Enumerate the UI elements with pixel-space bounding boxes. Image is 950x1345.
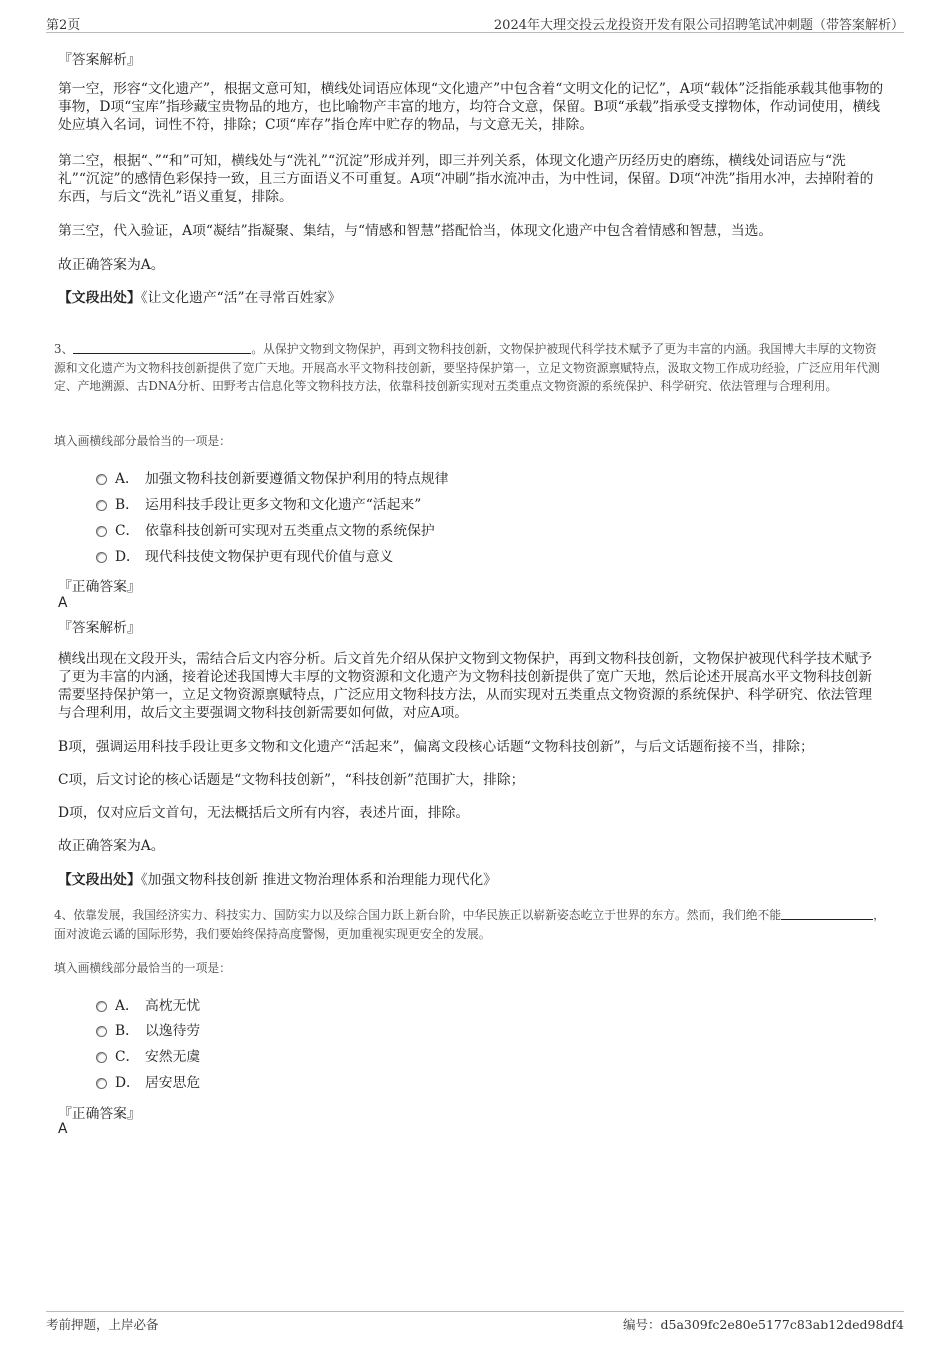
q3-source xyxy=(58,871,884,889)
radio-icon[interactable] xyxy=(96,1026,107,1037)
q3-analysis-p2: B项，强调运用科技手段让更多文物和文化遗产“活起来”，偏离文段核心话题“文物科技创新”，与后文话题衔接不当，排除； xyxy=(58,739,814,755)
q3-conclusion: 故正确答案为A。 xyxy=(58,838,165,854)
footer-code: 编号：d5a309fc2e80e5177c83ab12ded98df4 xyxy=(622,1317,904,1332)
q2-source-label: 【文段出处】 xyxy=(58,290,141,306)
radio-icon[interactable] xyxy=(96,1078,107,1089)
q2-source xyxy=(58,289,884,307)
q4-correct-answer: A xyxy=(58,1121,68,1137)
page-header xyxy=(46,14,904,33)
q3-option-a[interactable]: A． 加强文物科技创新要遵循文物保护利用的特点规律 xyxy=(96,470,449,488)
document-title: 2024年大理交投云龙投资开发有限公司招聘笔试冲刺题（带答案解析） xyxy=(493,18,904,33)
q2-analysis-p3: 第三空，代入验证，A项“凝结”指凝聚、集结，与“情感和智慧”搭配恰当，体现文化遗产中包含着情感和智慧，当选。 xyxy=(58,223,773,239)
q3-option-d[interactable]: D． 现代科技使文物保护更有现代价值与意义 xyxy=(96,548,393,566)
q2-analysis-p1: 第一空，形容“文化遗产”，根据文意可知，横线处词语应体现“文化遗产”中包含着“文明文化的记忆”，A项“载体”泛指能承载其他事物的事物，D项“宝库”指珍藏宝贵物品的地方，也比喻物产丰富的地方，均符合文意，保留。B项“承载”指承受支撑物体，作动词使用，横线处应填入名词，词性不符，排除；C项“库存”指仓库中贮存的物品，与文意无关，排除。 xyxy=(58,81,884,133)
q4-number: 4、 xyxy=(54,908,74,922)
q3-blank xyxy=(73,341,251,354)
footer-slogan: 考前押题，上岸必备 xyxy=(46,1317,159,1332)
q3-question xyxy=(54,340,886,396)
q2-source-title: 《让文化遗产“活”在寻常百姓家》 xyxy=(140,290,342,306)
q4-text-part1: 依靠发展，我国经济实力、科技实力、国防实力以及综合国力跃上新台阶，中华民族正以崭新姿态屹立于世界的东方。然而，我们绝不能 xyxy=(73,908,782,922)
q4-prompt: 填入画横线部分最恰当的一项是： xyxy=(54,961,231,975)
radio-icon[interactable] xyxy=(96,552,107,563)
q3-source-title: 《加强文物科技创新 推进文物治理体系和治理能力现代化》 xyxy=(140,872,497,888)
q4-option-a[interactable]: A． 高枕无忧 xyxy=(96,997,200,1015)
radio-icon[interactable] xyxy=(96,1052,107,1063)
q3-source-label: 【文段出处】 xyxy=(58,872,141,888)
radio-icon[interactable] xyxy=(96,1001,107,1012)
q2-analysis-p2: 第二空，根据“、”“和”可知，横线处与“洗礼”“沉淀”形成并列，即三并列关系，体现文化遗产历经历史的磨练，横线处词语应与“洗礼”“沉淀”的感情色彩保持一致，且三方面语义不可重复。A项“冲刷”指水流冲击，为中性词，保留。D项“冲洗”指用水冲，去掉附着的东西，与后文“洗礼”语义重复，排除。 xyxy=(58,153,874,205)
q4-option-d[interactable]: D． 居安思危 xyxy=(96,1074,200,1092)
q2-analysis-label: 『答案解析』 xyxy=(58,52,141,68)
page-number: 第2页 xyxy=(46,18,81,33)
q3-prompt: 填入画横线部分最恰当的一项是： xyxy=(54,434,231,448)
q3-correct-label: 『正确答案』 xyxy=(58,579,141,595)
q4-blank xyxy=(781,907,873,920)
q3-analysis-p3: C项，后文讨论的核心话题是“文物科技创新”，“科技创新”范围扩大，排除； xyxy=(58,772,525,788)
q3-option-c[interactable]: C． 依靠科技创新可实现对五类重点文物的系统保护 xyxy=(96,522,435,540)
page-footer xyxy=(46,1311,904,1333)
q3-analysis-p4: D项，仅对应后文首句，无法概括后文所有内容，表述片面，排除。 xyxy=(58,805,470,821)
q3-analysis-label: 『答案解析』 xyxy=(58,620,141,636)
q4-correct-label: 『正确答案』 xyxy=(58,1106,141,1122)
radio-icon[interactable] xyxy=(96,500,107,511)
q4-question xyxy=(54,906,886,943)
q3-number: 3、 xyxy=(54,342,74,356)
q3-text: 。从保护文物到文物保护，再到文物科技创新，文物保护被现代科学技术赋予了更为丰富的内涵。我国博大丰厚的文物资源和文化遗产为文物科技创新提供了宽广天地。开展高水平文物科技创新，要坚持保护第一，立足文物资源禀赋特点，汲取文物工作成功经验，广泛应用年代测定、产地溯源、古DNA分析、田野考古信息化等文物科技方法，依靠科技创新实现对五类重点文物资源的系统保护、科学研究、依法管理与合理利用。 xyxy=(54,342,880,393)
q4-option-c[interactable]: C． 安然无虞 xyxy=(96,1048,200,1066)
q3-correct-answer: A xyxy=(58,595,68,611)
q4-option-b[interactable]: B． 以逸待劳 xyxy=(96,1022,200,1040)
q3-analysis-p1: 横线出现在文段开头，需结合后文内容分析。后文首先介绍从保护文物到文物保护，再到文物科技创新，文物保护被现代科学技术赋予了更为丰富的内涵，接着论述我国博大丰厚的文物资源和文化遗产为文物科技创新提供了宽广天地，然后论述开展高水平文物科技创新需要坚持保护第一，立足文物资源禀赋特点，广泛应用文物科技方法，从而实现对五类重点文物资源的系统保护、科学研究、依法管理与合理利用，故后文主要强调文物科技创新需要如何做，对应A项。 xyxy=(58,651,873,721)
q3-option-b[interactable]: B． 运用科技手段让更多文物和文化遗产“活起来” xyxy=(96,496,421,514)
radio-icon[interactable] xyxy=(96,526,107,537)
q4-text-part2: ，面对波诡云谲的国际形势，我们要始终保持高度警惕，更加重视实现更安全的发展。 xyxy=(54,908,885,941)
radio-icon[interactable] xyxy=(96,474,107,485)
q2-conclusion: 故正确答案为A。 xyxy=(58,257,165,273)
